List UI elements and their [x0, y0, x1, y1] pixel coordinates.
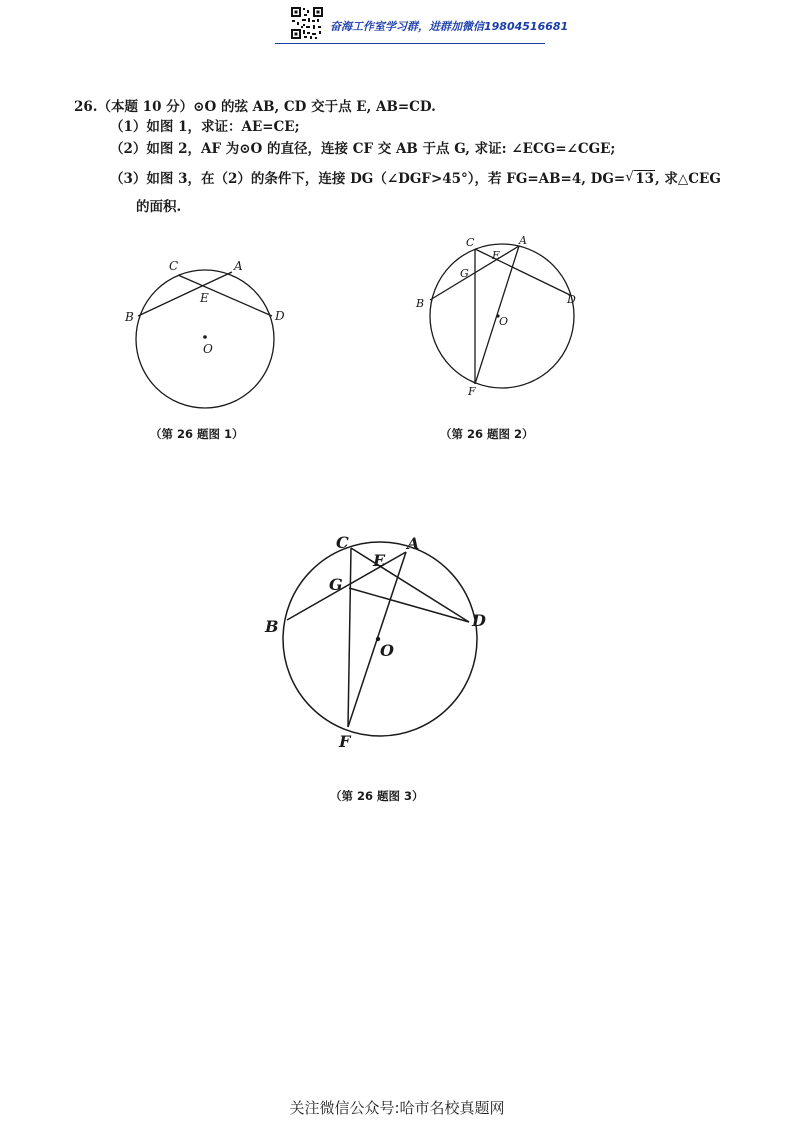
figure-1-caption: （第 26 题图 1）	[150, 427, 244, 441]
problem-part-1: （1）如图 1，求证：AE=CE;	[110, 119, 300, 135]
problem-part-2: （2）如图 2，AF 为⊙O 的直径，连接 CF 交 AB 于点 G, 求证: ∠ECG=∠CGE;	[110, 141, 616, 157]
fig3-label-a: A	[407, 534, 420, 553]
fig1-label-a: A	[234, 259, 243, 273]
figure-3-diagram	[255, 525, 495, 755]
problem-part-3	[110, 168, 721, 190]
header-divider	[275, 43, 545, 44]
fig3-label-e: E	[373, 551, 386, 570]
fig2-chord-cd	[475, 249, 570, 295]
figure-2-diagram	[410, 230, 585, 400]
fig2-label-g: G	[460, 267, 469, 280]
fig3-label-o: O	[380, 641, 394, 660]
page-header	[290, 6, 569, 44]
fig3-label-f: F	[339, 732, 351, 751]
fig2-label-e: E	[492, 249, 501, 262]
fig1-label-o: O	[203, 342, 213, 356]
figure-1-diagram	[120, 255, 295, 415]
fig1-label-e: E	[200, 291, 209, 305]
fig3-segment-dg	[349, 588, 469, 622]
fig3-chord-cf	[348, 548, 351, 727]
fig3-label-c: C	[336, 533, 349, 552]
fig2-label-c: C	[466, 236, 475, 249]
part-3-prefix: （3）如图 3，在（2）的条件下，连接 DG（∠DGF>45°），若 FG=AB=4, DG=	[110, 171, 626, 187]
header-promo-text: 奋海工作室学习群，进群加微信19804516681	[330, 20, 569, 33]
figure-3-caption: （第 26 题图 3）	[330, 789, 424, 803]
part-3-suffix: , 求△CEG	[655, 171, 721, 187]
fig2-label-b: B	[416, 297, 425, 310]
problem-part-3-continued: 的面积.	[136, 199, 182, 215]
fig1-label-c: C	[169, 259, 179, 273]
figure-2-caption: （第 26 题图 2）	[440, 427, 534, 441]
fig3-chord-cd	[351, 548, 469, 622]
fig2-label-a: A	[519, 234, 527, 247]
sqrt-argument: 13	[635, 171, 655, 187]
problem-stem: 26.（本题 10 分）⊙O 的弦 AB, CD 交于点 E, AB=CD.	[74, 99, 436, 115]
sqrt-expression	[625, 168, 655, 190]
fig3-chord-ab	[287, 552, 406, 620]
fig3-label-b: B	[265, 617, 279, 636]
fig1-label-b: B	[125, 310, 134, 324]
page-footer: 关注微信公众号:哈市名校真题网	[289, 1099, 505, 1117]
fig3-label-g: G	[329, 575, 343, 594]
fig2-label-f: F	[468, 385, 476, 398]
qr-code-icon[interactable]	[290, 6, 324, 40]
fig1-label-d: D	[275, 309, 285, 323]
fig2-label-d: D	[567, 293, 576, 306]
fig3-label-d: D	[472, 611, 486, 630]
fig2-label-o: O	[499, 315, 509, 328]
fig1-center-dot	[203, 335, 207, 339]
sqrt-symbol: √	[625, 169, 634, 185]
